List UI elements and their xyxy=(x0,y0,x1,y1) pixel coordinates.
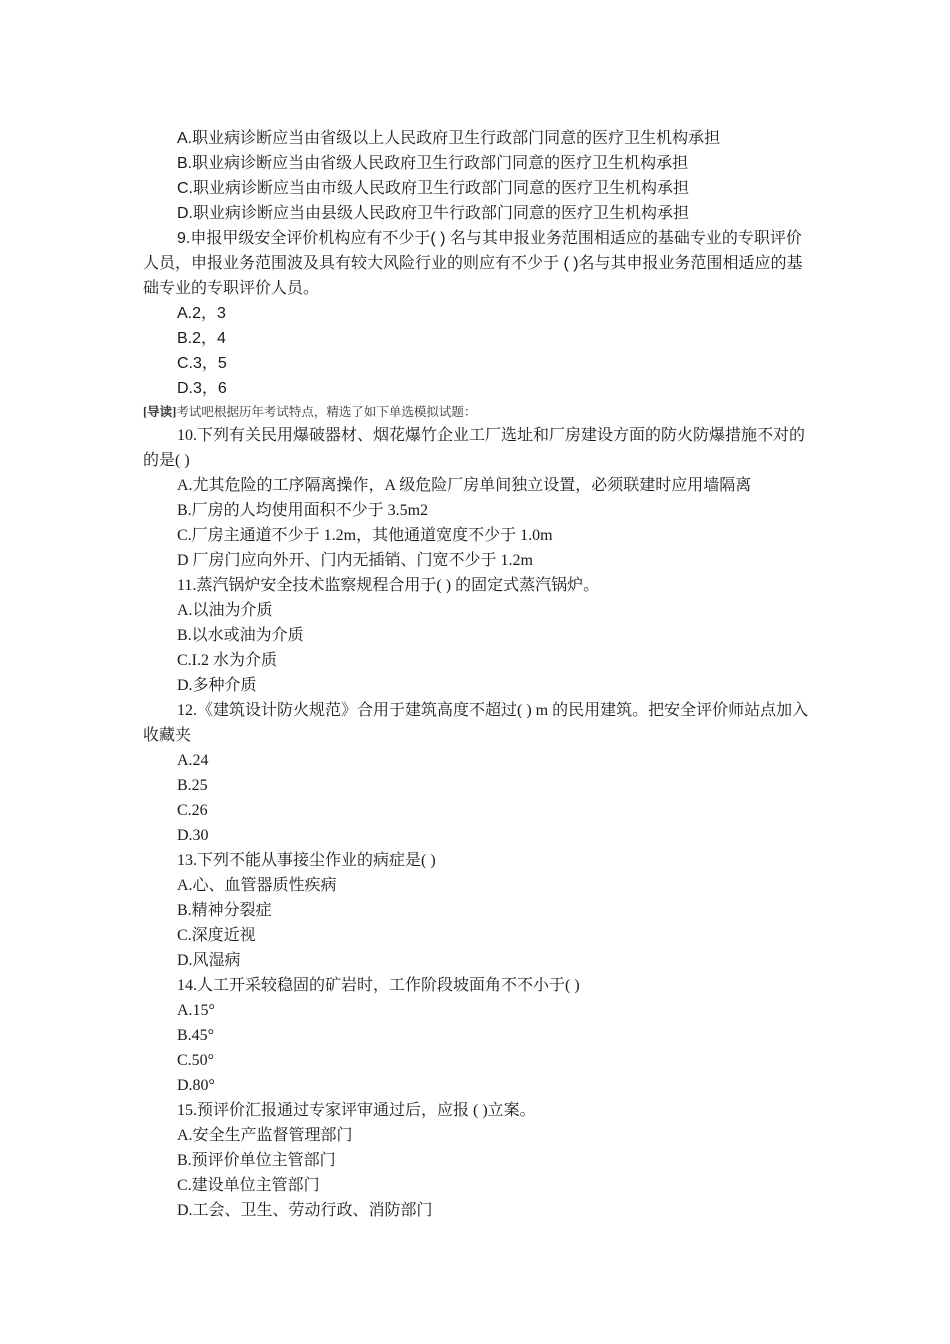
q14-option-c: C.50° xyxy=(177,1052,215,1069)
q13-option-d: D.风湿病 xyxy=(177,952,241,969)
q11-option-b: B.以水或油为介质 xyxy=(177,627,304,644)
q8-option-b: B.职业病诊断应当由省级人民政府卫生行政部门同意的医疗卫生机构承担 xyxy=(177,155,689,172)
q10-option-a: A.尤其危险的工序隔离操作，A 级危险厂房单间独立设置，必须联建时应用墙隔离 xyxy=(177,477,752,494)
q13-option-a: A.心、血管器质性疾病 xyxy=(177,877,337,894)
q13-option-b: B.精神分裂症 xyxy=(177,902,272,919)
q10-option-d: D 厂房门应向外开、门内无插销、门宽不少于 1.2m xyxy=(177,552,534,569)
q9-option-c: C.3，5 xyxy=(177,355,227,372)
q14-option-d: D.80° xyxy=(177,1077,215,1094)
q13-option-c: C.深度近视 xyxy=(177,927,256,944)
q14-option-b: B.45° xyxy=(177,1027,215,1044)
q15-option-a: A.安全生产监督管理部门 xyxy=(177,1127,353,1144)
q10-option-b: B.厂房的人均使用面积不少于 3.5m2 xyxy=(177,502,429,519)
q11-option-d: D.多种介质 xyxy=(177,677,257,694)
q10-option-c: C.厂房主通道不少于 1.2m，其他通道宽度不少于 1.0m xyxy=(177,527,553,544)
q8-option-c: C.职业病诊断应当由市级人民政府卫生行政部门同意的医疗卫生机构承担 xyxy=(177,180,690,197)
q9-option-d: D.3，6 xyxy=(177,380,227,397)
q15-option-c: C.建设单位主管部门 xyxy=(177,1177,320,1194)
q12-option-c: C.26 xyxy=(177,802,208,819)
question-10: 10.下列有关民用爆破器材、烟花爆竹企业工厂选址和厂房建设方面的防火防爆措施不对的的是( ) xyxy=(143,427,806,469)
q14-option-a: A.15° xyxy=(177,1002,215,1019)
q12-option-b: B.25 xyxy=(177,777,208,794)
document-body xyxy=(143,126,813,1223)
question-13: 13.下列不能从事接尘作业的病症是( ) xyxy=(177,852,436,869)
question-9: 9.申报甲级安全评价机构应有不少于( ) 名与其申报业务范围相适应的基础专业的专职评价人员，申报业务范围波及具有较大风险行业的则应有不少于 ( )名与其申报业务范围相适应的基础专业的专职评价人员。 xyxy=(143,230,803,297)
guide-note xyxy=(143,401,813,423)
q15-option-d: D.工会、卫生、劳动行政、消防部门 xyxy=(177,1202,433,1219)
q12-option-d: D.30 xyxy=(177,827,209,844)
guide-text: 考试吧根据历年考试特点，精选了如下单选模拟试题： xyxy=(176,405,477,419)
q9-option-b: B.2，4 xyxy=(177,330,226,347)
guide-tag: [导读] xyxy=(143,405,177,419)
q8-option-d: D.职业病诊断应当由县级人民政府卫牛行政部门同意的医疗卫生机构承担 xyxy=(177,205,690,222)
question-12: 12.《建筑设计防火规范》合用于建筑高度不超过( ) m 的民用建筑。把安全评价师站点加入收藏夹 xyxy=(143,702,809,744)
q11-option-a: A.以油为介质 xyxy=(177,602,273,619)
question-11: 11.蒸汽锅炉安全技术监察规程合用于( ) 的固定式蒸汽锅炉。 xyxy=(177,577,600,594)
q11-option-c: C.I.2 水为介质 xyxy=(177,652,278,669)
q8-option-a: A.职业病诊断应当由省级以上人民政府卫生行政部门同意的医疗卫生机构承担 xyxy=(177,130,721,147)
q12-option-a: A.24 xyxy=(177,752,209,769)
q15-option-b: B.预评价单位主管部门 xyxy=(177,1152,336,1169)
q9-option-a: A.2，3 xyxy=(177,305,226,322)
question-15: 15.预评价汇报通过专家评审通过后，应报 ( )立案。 xyxy=(177,1102,536,1119)
question-14: 14.人工开采较稳固的矿岩时，工作阶段坡面角不不小于( ) xyxy=(177,977,580,994)
